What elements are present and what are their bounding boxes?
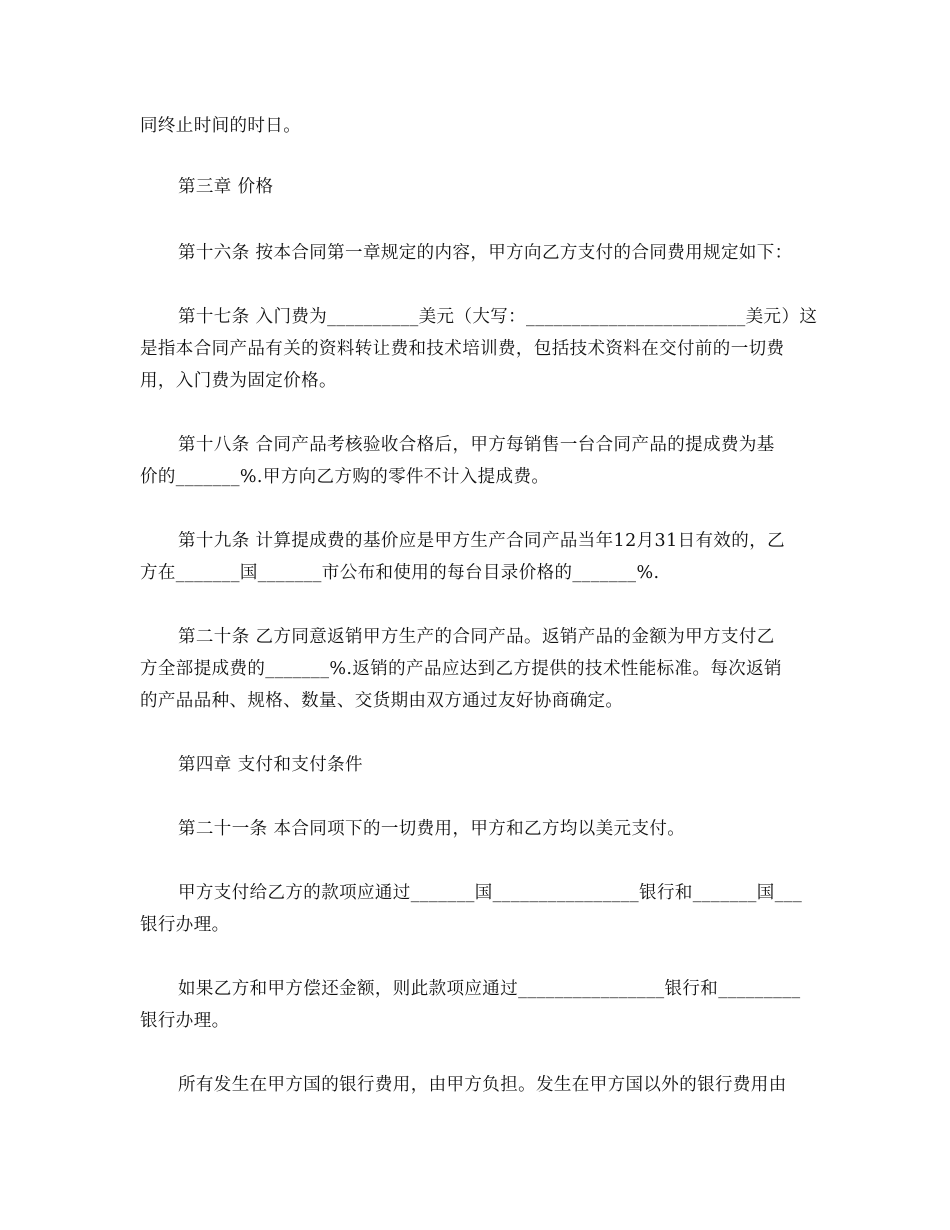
text-line-1: 同终止时间的时日。 [140, 116, 302, 136]
chapter-heading-3: 第三章 价格 [178, 177, 274, 197]
article-21: 第二十一条 本合同项下的一切费用，甲方和乙方均以美元支付。 [178, 819, 686, 839]
payment-bank-line-2: 银行办理。 [140, 915, 230, 935]
article-17-line-3: 用，入门费为固定价格。 [140, 371, 337, 391]
article-18-line-1: 第十八条 合同产品考核验收合格后，甲方每销售一台合同产品的提成费为基 [178, 435, 775, 455]
article-18-line-2: 价的_______%.甲方向乙方购的零件不计入提成费。 [140, 467, 550, 487]
article-19-line-1: 第十九条 计算提成费的基价应是甲方生产合同产品当年12月31日有效的，乙 [178, 531, 785, 551]
repayment-bank-line-2: 银行办理。 [140, 1011, 230, 1031]
chapter-heading-4: 第四章 支付和支付条件 [178, 755, 363, 775]
repayment-bank-line-1: 如果乙方和甲方偿还金额，则此款项应通过________________银行和_________ [178, 979, 801, 999]
article-19-line-2: 方在_______国_______市公布和使用的每台目录价格的_______%. [140, 563, 660, 583]
article-16: 第十六条 按本合同第一章规定的内容，甲方向乙方支付的合同费用规定如下： [178, 243, 793, 263]
article-20-line-3: 的产品品种、规格、数量、交货期由双方通过友好协商确定。 [140, 691, 624, 711]
bank-fees-line: 所有发生在甲方国的银行费用，由甲方负担。发生在甲方国以外的银行费用由 [178, 1075, 787, 1095]
article-17-line-2: 是指本合同产品有关的资料转让费和技术培训费，包括技术资料在交付前的一切费 [140, 339, 785, 359]
article-20-line-1: 第二十条 乙方同意返销甲方生产的合同产品。返销产品的金额为甲方支付乙 [178, 627, 775, 647]
article-20-line-2: 方全部提成费的_______%.返销的产品应达到乙方提供的技术性能标准。每次返销 [140, 659, 782, 679]
article-17-line-1: 第十七条 入门费为__________美元（大写：________________________美元）这 [178, 307, 818, 327]
payment-bank-line-1: 甲方支付给乙方的款项应通过_______国________________银行和_______国___ [178, 883, 803, 903]
